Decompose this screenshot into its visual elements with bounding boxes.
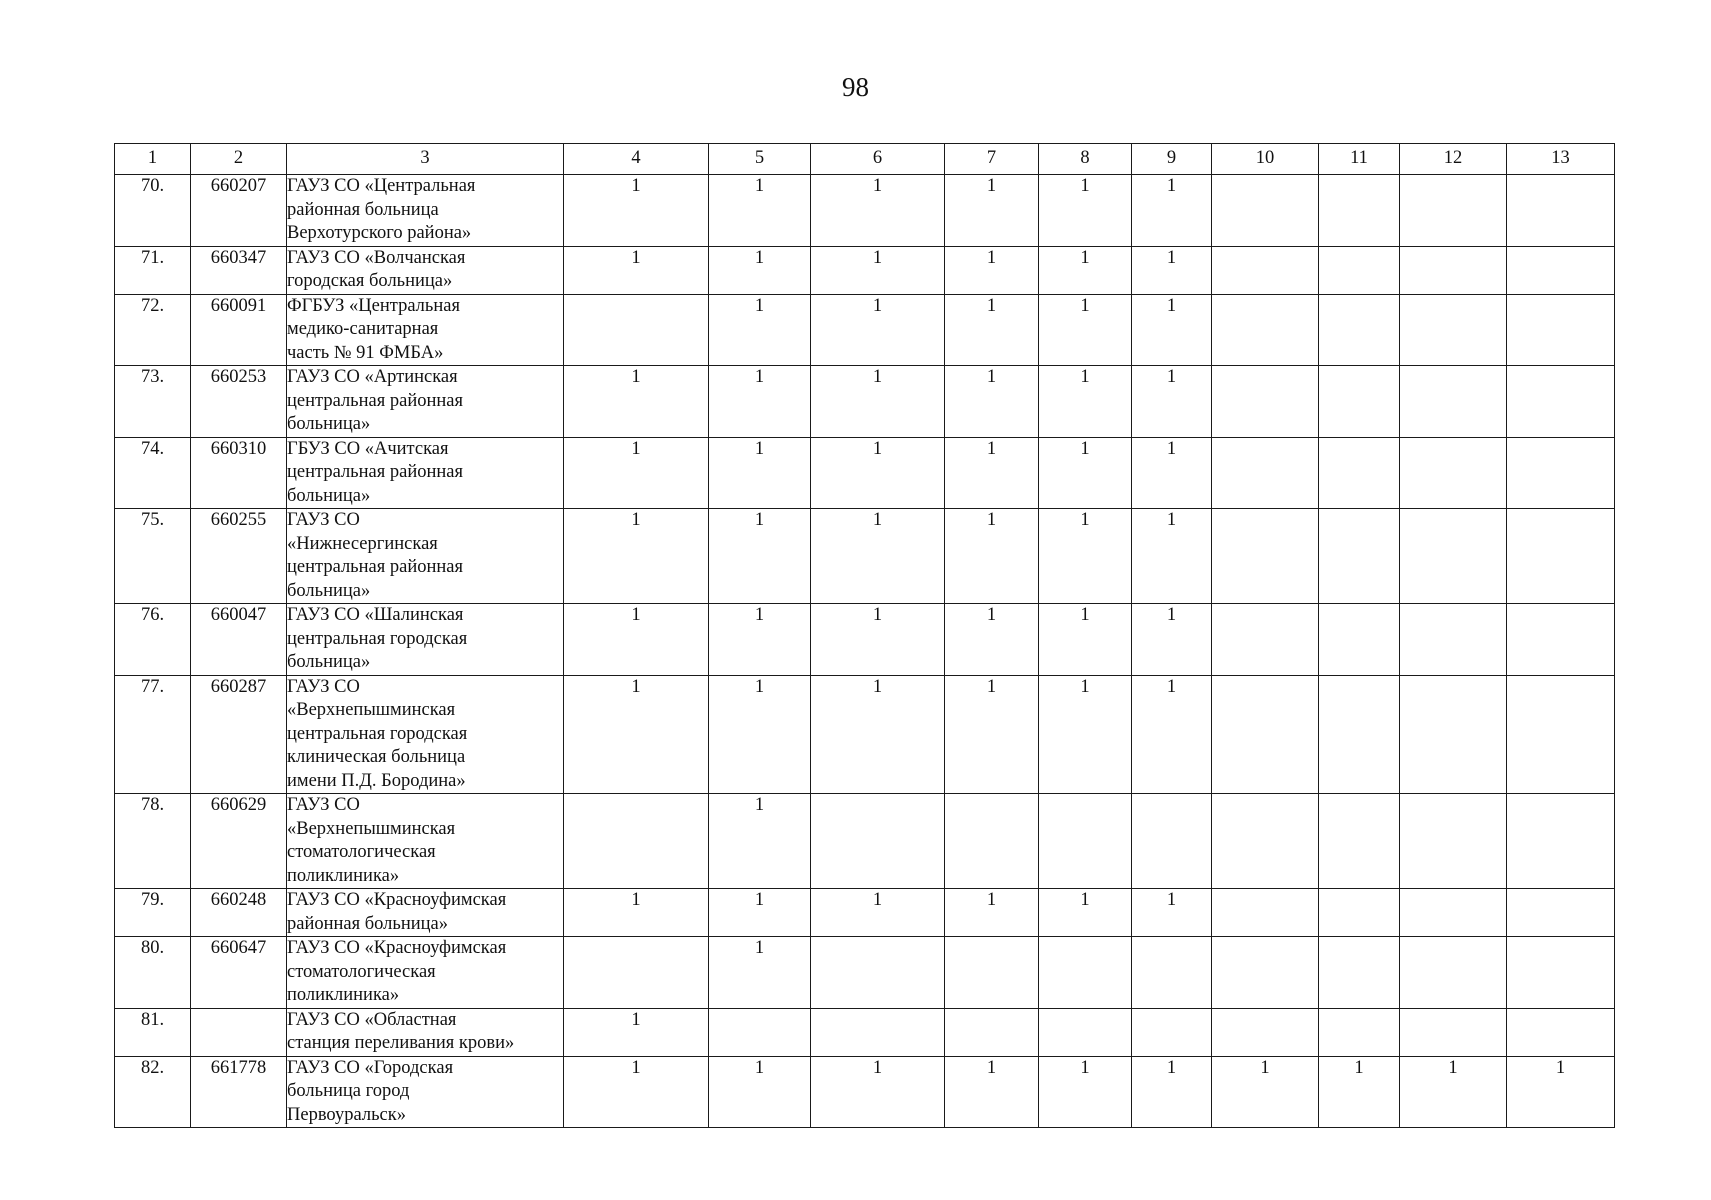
value-cell-col-13 [1507,294,1615,366]
value-cell-col-4: 1 [564,1056,709,1128]
value-cell-col-9 [1132,937,1212,1009]
value-cell-col-8: 1 [1039,604,1132,676]
header-col-1: 1 [115,144,191,175]
value-cell-col-6: 1 [811,509,945,604]
table-row [115,175,1615,247]
value-cell-col-13 [1507,794,1615,889]
row-number: 77. [115,675,191,794]
organization-name-line: ГАУЗ СО «Красноуфимская [287,938,507,958]
value-cell-col-12 [1400,889,1507,937]
organization-name [287,246,564,294]
organization-name-line: «Верхнепышминская [287,700,456,720]
value-cell-col-8 [1039,1008,1132,1056]
table-row [115,509,1615,604]
organization-code: 660248 [191,889,287,937]
value-cell-col-6: 1 [811,889,945,937]
row-number: 78. [115,794,191,889]
value-cell-col-7 [945,1008,1039,1056]
value-cell-col-8: 1 [1039,675,1132,794]
organization-name-line: «Нижнесергинская [287,533,438,554]
row-number: 81. [115,1008,191,1056]
data-table [114,143,1615,1128]
value-cell-col-10 [1212,794,1319,889]
header-col-9: 9 [1132,144,1212,175]
header-col-13: 13 [1507,144,1615,175]
value-cell-col-7: 1 [945,675,1039,794]
organization-name [287,794,564,889]
value-cell-col-10 [1212,175,1319,247]
value-cell-col-11 [1319,937,1400,1009]
value-cell-col-6: 1 [811,1056,945,1128]
value-cell-col-13 [1507,509,1615,604]
organization-name-line: центральная районная [287,557,463,577]
row-number: 80. [115,937,191,1009]
value-cell-col-4 [564,794,709,889]
organization-name [287,1056,564,1128]
row-number: 79. [115,889,191,937]
value-cell-col-13: 1 [1507,1056,1615,1128]
value-cell-col-10 [1212,366,1319,438]
value-cell-col-9: 1 [1132,246,1212,294]
header-col-11: 11 [1319,144,1400,175]
organization-name-line: ГАУЗ СО «Городская [287,1057,454,1078]
organization-name-line: больница» [287,414,371,434]
value-cell-col-12 [1400,794,1507,889]
value-cell-col-4 [564,294,709,366]
value-cell-col-12 [1400,246,1507,294]
value-cell-col-6 [811,794,945,889]
organization-name-line: районная больница [287,199,439,220]
organization-name-line: ГБУЗ СО «Ачитская [287,438,449,459]
row-number: 82. [115,1056,191,1128]
value-cell-col-11 [1319,675,1400,794]
value-cell-col-4: 1 [564,366,709,438]
value-cell-col-7: 1 [945,175,1039,247]
value-cell-col-6: 1 [811,175,945,247]
organization-code: 660047 [191,604,287,676]
value-cell-col-13 [1507,366,1615,438]
value-cell-col-8 [1039,937,1132,1009]
value-cell-col-8: 1 [1039,509,1132,604]
organization-name-line: медико-санитарная [287,319,439,339]
value-cell-col-6 [811,1008,945,1056]
value-cell-col-9: 1 [1132,366,1212,438]
value-cell-col-5: 1 [709,294,811,366]
organization-name-line: ГАУЗ СО «Центральная [287,176,476,196]
header-col-10: 10 [1212,144,1319,175]
row-number: 76. [115,604,191,676]
value-cell-col-11 [1319,246,1400,294]
organization-name [287,675,564,794]
organization-name-line: ГАУЗ СО «Шалинская [287,605,464,625]
organization-code: 660091 [191,294,287,366]
organization-name-line: больница» [287,485,371,506]
table-row [115,246,1615,294]
organization-name-line: больница» [287,652,371,672]
value-cell-col-4 [564,937,709,1009]
value-cell-col-5: 1 [709,366,811,438]
organization-name [287,437,564,509]
row-number: 70. [115,175,191,247]
table-row [115,1008,1615,1056]
row-number: 74. [115,437,191,509]
value-cell-col-4: 1 [564,1008,709,1056]
value-cell-col-9: 1 [1132,1056,1212,1128]
value-cell-col-13 [1507,675,1615,794]
value-cell-col-5 [709,1008,811,1056]
value-cell-col-10 [1212,937,1319,1009]
value-cell-col-7: 1 [945,509,1039,604]
value-cell-col-8: 1 [1039,175,1132,247]
value-cell-col-9 [1132,794,1212,889]
organization-name [287,937,564,1009]
row-number: 75. [115,509,191,604]
value-cell-col-13 [1507,1008,1615,1056]
value-cell-col-5: 1 [709,675,811,794]
value-cell-col-5: 1 [709,937,811,1009]
value-cell-col-8: 1 [1039,366,1132,438]
organization-name [287,175,564,247]
organization-name-line: городская больница» [287,271,453,291]
header-col-2: 2 [191,144,287,175]
value-cell-col-7: 1 [945,437,1039,509]
organization-code: 660347 [191,246,287,294]
value-cell-col-7: 1 [945,604,1039,676]
organization-code: 660253 [191,366,287,438]
value-cell-col-9: 1 [1132,437,1212,509]
value-cell-col-12 [1400,366,1507,438]
value-cell-col-12 [1400,509,1507,604]
organization-name-line: поликлиника» [287,865,400,886]
value-cell-col-4: 1 [564,604,709,676]
value-cell-col-12 [1400,175,1507,247]
value-cell-col-11 [1319,175,1400,247]
organization-name-line: «Верхнепышминская [287,818,456,839]
value-cell-col-11 [1319,1008,1400,1056]
value-cell-col-8: 1 [1039,889,1132,937]
value-cell-col-5: 1 [709,604,811,676]
value-cell-col-9 [1132,1008,1212,1056]
table-body [115,175,1615,1128]
value-cell-col-9: 1 [1132,175,1212,247]
table-row [115,604,1615,676]
value-cell-col-10: 1 [1212,1056,1319,1128]
value-cell-col-11 [1319,794,1400,889]
value-cell-col-7: 1 [945,889,1039,937]
value-cell-col-5: 1 [709,794,811,889]
table-row [115,889,1615,937]
organization-code: 660629 [191,794,287,889]
value-cell-col-5: 1 [709,437,811,509]
value-cell-col-7: 1 [945,1056,1039,1128]
table-row [115,366,1615,438]
value-cell-col-4: 1 [564,889,709,937]
organization-name [287,889,564,937]
organization-code: 661778 [191,1056,287,1128]
organization-name-line: районная больница» [287,913,449,934]
value-cell-col-8: 1 [1039,1056,1132,1128]
organization-code: 660255 [191,509,287,604]
value-cell-col-9: 1 [1132,889,1212,937]
value-cell-col-7: 1 [945,366,1039,438]
organization-name [287,604,564,676]
organization-name-line: больница» [287,580,371,601]
value-cell-col-12 [1400,675,1507,794]
organization-name-line: больница город [287,1081,410,1101]
value-cell-col-10 [1212,509,1319,604]
table-row [115,794,1615,889]
value-cell-col-8 [1039,794,1132,889]
value-cell-col-11: 1 [1319,1056,1400,1128]
organization-name-line: стоматологическая [287,961,436,982]
value-cell-col-12 [1400,604,1507,676]
value-cell-col-8: 1 [1039,437,1132,509]
value-cell-col-6: 1 [811,604,945,676]
value-cell-col-10 [1212,294,1319,366]
organization-name-line: поликлиника» [287,985,400,1005]
value-cell-col-10 [1212,1008,1319,1056]
row-number: 72. [115,294,191,366]
organization-name [287,294,564,366]
header-col-4: 4 [564,144,709,175]
value-cell-col-9: 1 [1132,604,1212,676]
value-cell-col-4: 1 [564,246,709,294]
value-cell-col-12 [1400,1008,1507,1056]
value-cell-col-12 [1400,937,1507,1009]
organization-name-line: ГАУЗ СО [287,795,360,815]
organization-name-line: ФГБУЗ «Центральная [287,295,460,316]
value-cell-col-13 [1507,246,1615,294]
value-cell-col-6 [811,937,945,1009]
organization-code: 660207 [191,175,287,247]
header-col-6: 6 [811,144,945,175]
table-row [115,937,1615,1009]
value-cell-col-11 [1319,604,1400,676]
value-cell-col-4: 1 [564,437,709,509]
value-cell-col-12: 1 [1400,1056,1507,1128]
value-cell-col-6: 1 [811,294,945,366]
organization-name [287,509,564,604]
organization-name-line: ГАУЗ СО [287,676,360,697]
value-cell-col-5: 1 [709,175,811,247]
organization-name-line: ГАУЗ СО «Красноуфимская [287,890,507,910]
table-row [115,1056,1615,1128]
table-row [115,294,1615,366]
header-col-12: 12 [1400,144,1507,175]
value-cell-col-12 [1400,294,1507,366]
value-cell-col-6: 1 [811,246,945,294]
organization-name-line: станция переливания крови» [287,1033,515,1053]
organization-name-line: часть № 91 ФМБА» [287,342,444,363]
organization-name-line: Первоуральск» [287,1104,406,1125]
value-cell-col-9: 1 [1132,509,1212,604]
value-cell-col-6: 1 [811,366,945,438]
value-cell-col-10 [1212,675,1319,794]
value-cell-col-7: 1 [945,294,1039,366]
organization-code: 660647 [191,937,287,1009]
value-cell-col-8: 1 [1039,294,1132,366]
value-cell-col-5: 1 [709,1056,811,1128]
organization-name-line: центральная городская [287,723,468,744]
organization-name-line: ГАУЗ СО [287,510,360,530]
value-cell-col-11 [1319,437,1400,509]
organization-name-line: стоматологическая [287,842,436,862]
value-cell-col-13 [1507,437,1615,509]
value-cell-col-13 [1507,889,1615,937]
header-row [115,144,1615,175]
value-cell-col-13 [1507,604,1615,676]
organization-name-line: имени П.Д. Бородина» [287,770,466,791]
organization-name-line: клиническая больница [287,747,466,767]
value-cell-col-8: 1 [1039,246,1132,294]
value-cell-col-10 [1212,437,1319,509]
value-cell-col-6: 1 [811,437,945,509]
header-col-7: 7 [945,144,1039,175]
organization-name-line: центральная городская [287,628,468,649]
page-number: 98 [842,72,869,102]
value-cell-col-10 [1212,246,1319,294]
value-cell-col-11 [1319,889,1400,937]
value-cell-col-11 [1319,294,1400,366]
organization-name [287,366,564,438]
value-cell-col-11 [1319,509,1400,604]
value-cell-col-10 [1212,889,1319,937]
value-cell-col-11 [1319,366,1400,438]
table-row [115,675,1615,794]
value-cell-col-4: 1 [564,175,709,247]
organization-name-line: центральная районная [287,390,463,411]
organization-code: 660287 [191,675,287,794]
value-cell-col-13 [1507,937,1615,1009]
organization-code: 660310 [191,437,287,509]
organization-name-line: ГАУЗ СО «Волчанская [287,247,466,268]
value-cell-col-10 [1212,604,1319,676]
organization-name-line: ГАУЗ СО «Артинская [287,367,458,387]
organization-code [191,1008,287,1056]
value-cell-col-6: 1 [811,675,945,794]
header-col-8: 8 [1039,144,1132,175]
value-cell-col-12 [1400,437,1507,509]
value-cell-col-7 [945,794,1039,889]
value-cell-col-7: 1 [945,246,1039,294]
value-cell-col-5: 1 [709,509,811,604]
row-number: 73. [115,366,191,438]
header-col-5: 5 [709,144,811,175]
value-cell-col-13 [1507,175,1615,247]
value-cell-col-4: 1 [564,509,709,604]
organization-name [287,1008,564,1056]
value-cell-col-7 [945,937,1039,1009]
organization-name-line: ГАУЗ СО «Областная [287,1009,457,1030]
value-cell-col-9: 1 [1132,294,1212,366]
organization-name-line: центральная районная [287,462,463,482]
header-col-3: 3 [287,144,564,175]
value-cell-col-5: 1 [709,889,811,937]
table-header [115,144,1615,175]
value-cell-col-9: 1 [1132,675,1212,794]
value-cell-col-5: 1 [709,246,811,294]
table-row [115,437,1615,509]
organization-name-line: Верхотурского района» [287,223,472,243]
value-cell-col-4: 1 [564,675,709,794]
row-number: 71. [115,246,191,294]
